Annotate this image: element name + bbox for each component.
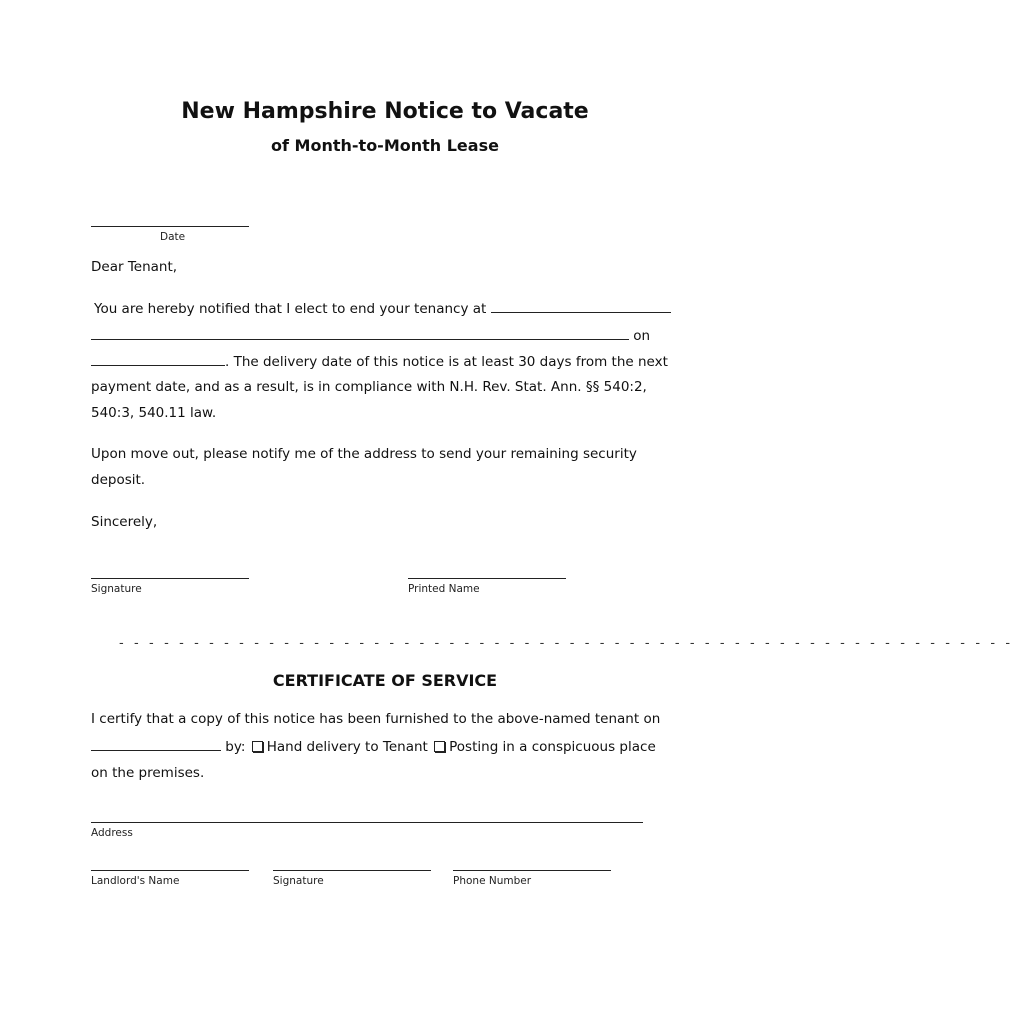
landlord-name-field[interactable] — [91, 870, 249, 871]
date-field[interactable] — [91, 226, 249, 227]
para1-line3-text: . The delivery date of this notice is at least 30 days from the next — [225, 354, 668, 370]
phone-number-field[interactable] — [453, 870, 611, 871]
para2-line2: deposit. — [91, 472, 146, 488]
landlord-signature-label: Signature — [273, 875, 324, 887]
document-subtitle: of Month-to-Month Lease — [271, 136, 499, 155]
para1-line3 — [91, 353, 668, 370]
printed-name-label: Printed Name — [408, 583, 480, 595]
closing: Sincerely, — [91, 514, 158, 530]
posting-label: Posting in a conspicuous place — [449, 739, 656, 755]
phone-number-label: Phone Number — [453, 875, 532, 887]
para2-line1: Upon move out, please notify me of the address to send your remaining security — [91, 446, 637, 462]
document-title: New Hampshire Notice to Vacate — [181, 99, 589, 124]
para1-line2 — [91, 327, 650, 344]
address-field[interactable] — [91, 822, 643, 823]
printed-name-field[interactable] — [408, 578, 566, 579]
para1-on-text: on — [633, 328, 651, 344]
landlord-name-label: Landlord's Name — [91, 875, 180, 887]
by-text: by: — [225, 739, 246, 755]
signature-label: Signature — [91, 583, 142, 595]
service-date-field[interactable] — [91, 738, 221, 751]
hand-delivery-checkbox[interactable] — [252, 741, 263, 752]
salutation: Dear Tenant, — [91, 259, 178, 275]
certificate-title: CERTIFICATE OF SERVICE — [272, 671, 498, 690]
landlord-signature-field[interactable] — [273, 870, 431, 871]
certificate-line1: I certify that a copy of this notice has been furnished to the above-named tenant on — [91, 711, 661, 727]
certificate-line3: on the premises. — [91, 765, 205, 781]
tenancy-address-field-2[interactable] — [91, 327, 629, 340]
posting-checkbox[interactable] — [434, 741, 445, 752]
tenancy-address-field[interactable] — [491, 300, 671, 313]
end-date-field[interactable] — [91, 353, 225, 366]
para1-line1-text: You are hereby notified that I elect to end your tenancy at — [94, 301, 487, 317]
hand-delivery-label: Hand delivery to Tenant — [266, 739, 428, 755]
section-separator: - - - - - - - - - - - - - - - - - - - - - - - - - - - - - - - - - - - - - - - - - - - - - - - - - - - - - - - - - - - - — [119, 636, 1013, 651]
para1-line5: 540:3, 540.11 law. — [91, 405, 217, 421]
certificate-line2 — [91, 738, 656, 755]
signature-field[interactable] — [91, 578, 249, 579]
para1-line4: payment date, and as a result, is in compliance with N.H. Rev. Stat. Ann. §§ 540:2, — [91, 379, 647, 395]
address-label: Address — [91, 827, 133, 839]
para1-line1 — [94, 300, 671, 317]
date-label: Date — [160, 231, 186, 243]
